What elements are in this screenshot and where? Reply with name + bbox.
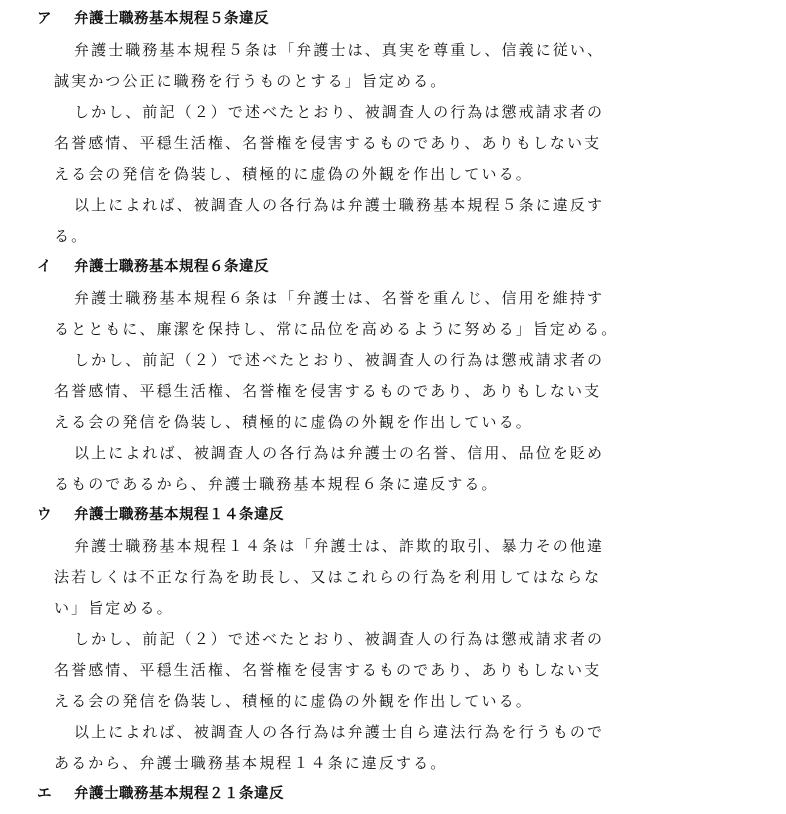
paragraph-line: しかし、前記（２）で述べたとおり、被調査人の行為は懲戒請求者の xyxy=(74,103,605,121)
paragraph-line: 以上によれば、被調査人の各行為は弁護士の名誉、信用、品位を貶め xyxy=(74,444,605,462)
paragraph xyxy=(0,101,786,194)
section-heading xyxy=(0,256,786,287)
section-title: 弁護士職務基本規程６条違反 xyxy=(74,259,269,275)
paragraph-line: 名誉感情、平穏生活権、名誉権を侵害するものであり、ありもしない支 xyxy=(54,661,602,679)
paragraph-line: 名誉感情、平穏生活権、名誉権を侵害するものであり、ありもしない支 xyxy=(54,134,602,152)
paragraph-line: あるから、弁護士職務基本規程１４条に違反する。 xyxy=(54,754,448,772)
section-title: 弁護士職務基本規程１４条違反 xyxy=(74,507,284,523)
paragraph-line: 以上によれば、被調査人の各行為は弁護士職務基本規程５条に違反す xyxy=(74,196,605,214)
paragraph-line: 以上によれば、被調査人の各行為は弁護士自ら違法行為を行うもので xyxy=(74,723,605,741)
section-label: イ xyxy=(37,259,52,275)
paragraph xyxy=(0,721,786,783)
section-label: ウ xyxy=(37,507,52,523)
paragraph-line: 法若しくは不正な行為を助長し、又はこれらの行為を利用してはならな xyxy=(54,568,602,586)
paragraph xyxy=(0,349,786,442)
paragraph-line: 弁護士職務基本規程１４条は「弁護士は、詐欺的取引、暴力その他違 xyxy=(74,537,605,555)
paragraph-line: 名誉感情、平穏生活権、名誉権を侵害するものであり、ありもしない支 xyxy=(54,382,602,400)
section-heading xyxy=(0,504,786,535)
paragraph-line: 弁護士職務基本規程６条は「弁護士は、名誉を重んじ、信用を維持す xyxy=(74,289,605,307)
paragraph-line: える会の発信を偽装し、積極的に虚偽の外観を作出している。 xyxy=(54,165,533,183)
section-heading xyxy=(0,8,786,39)
paragraph xyxy=(0,287,786,349)
paragraph xyxy=(0,628,786,721)
paragraph xyxy=(0,442,786,504)
paragraph xyxy=(0,535,786,628)
section-label: エ xyxy=(37,786,52,802)
paragraph xyxy=(0,194,786,256)
paragraph-line: しかし、前記（２）で述べたとおり、被調査人の行為は懲戒請求者の xyxy=(74,630,605,648)
paragraph xyxy=(0,39,786,101)
paragraph-line: える会の発信を偽装し、積極的に虚偽の外観を作出している。 xyxy=(54,413,533,431)
section-label: ア xyxy=(37,11,52,27)
paragraph-line: い」旨定める。 xyxy=(54,599,174,617)
paragraph-line: るものであるから、弁護士職務基本規程６条に違反する。 xyxy=(54,475,499,493)
paragraph-line: 弁護士職務基本規程５条は「弁護士は、真実を尊重し、信義に従い、 xyxy=(74,41,605,59)
paragraph-line: るとともに、廉潔を保持し、常に品位を高めるように努める」旨定める。 xyxy=(54,320,619,338)
section-title: 弁護士職務基本規程２１条違反 xyxy=(74,786,284,802)
section-heading xyxy=(0,783,786,814)
paragraph-line: える会の発信を偽装し、積極的に虚偽の外観を作出している。 xyxy=(54,692,533,710)
paragraph-line: る。 xyxy=(54,227,89,245)
paragraph-line: しかし、前記（２）で述べたとおり、被調査人の行為は懲戒請求者の xyxy=(74,351,605,369)
section-title: 弁護士職務基本規程５条違反 xyxy=(74,11,269,27)
paragraph-line: 誠実かつ公正に職務を行うものとする」旨定める。 xyxy=(54,72,448,90)
